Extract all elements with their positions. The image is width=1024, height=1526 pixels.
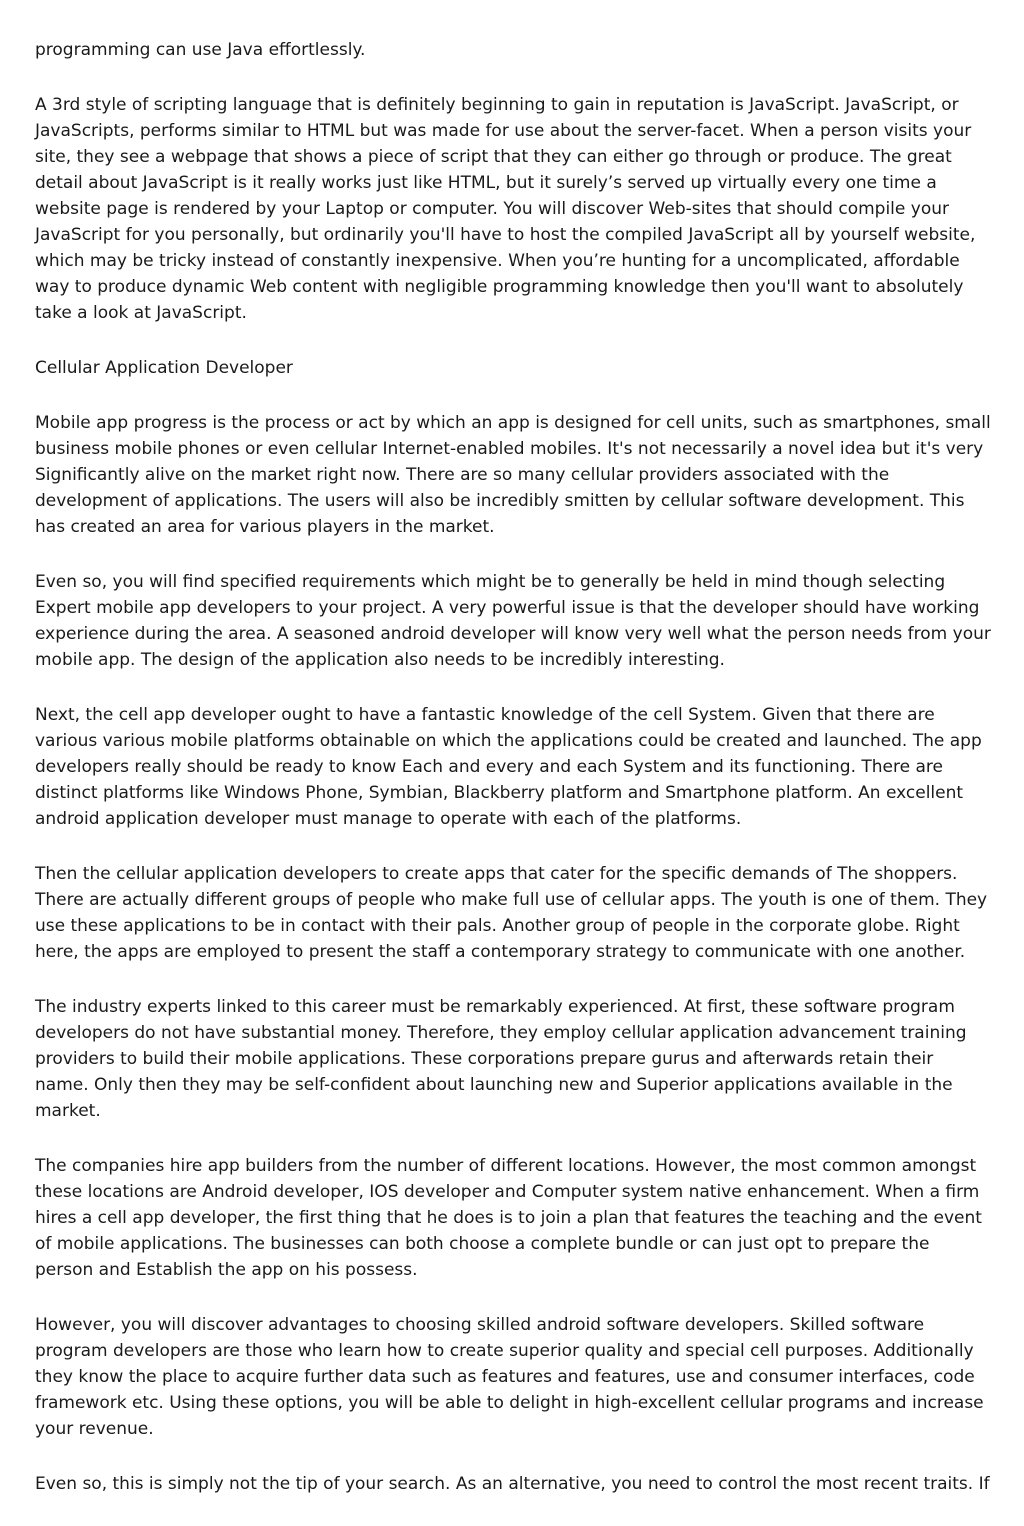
paragraph-companies-hire: The companies hire app builders from the number of different locations. However, the most common amongst these locations are Android developer, IOS developer and Computer system native enhancement. When a firm hires a cell app developer, the first thing that he does is to join a plan that features the teaching and the event of mobile applications. The businesses can both choose a complete bundle or can just opt to prepare the person and Establish the app on his possess. xyxy=(35,1156,982,1280)
paragraph-intro-fragment: programming can use Java effortlessly. xyxy=(35,40,366,60)
paragraph-skilled-developers: However, you will discover advantages to choosing skilled android software developers. Skilled software program developers are those who learn how to create superior quality and special cell purposes. Additionally they know the place to acquire further data such as features and features, use and consumer interfaces, code framework etc. Using these options, you will be able to delight in high-excellent cellular programs and increase your revenue. xyxy=(35,1315,984,1439)
paragraph-industry-experts: The industry experts linked to this career must be remarkably experienced. At first, these software program developers do not have substantial money. Therefore, they employ cellular application advancement training providers to build their mobile applications. These corporations prepare gurus and afterwards retain their name. Only then they may be self-confident about launching new and Superior applications available in the market. xyxy=(35,997,967,1121)
paragraph-javascript: A 3rd style of scripting language that is definitely beginning to gain in reputation is JavaScript. JavaScript, or JavaScripts, performs similar to HTML but was made for use about the server-facet. When a person visits your site, they see a webpage that shows a piece of script that they can either go through or produce. The great detail about JavaScript is it really works just like HTML, but it surely’s served up virtually every one time a website page is rendered by your Laptop or computer. You will discover Web-sites that should compile your JavaScript for you personally, but ordinarily you'll have to host the compiled JavaScript all by yourself website, which may be tricky instead of constantly inexpensive. When you’re hunting for a uncomplicated, affordable way to produce dynamic Web content with negligible programming knowledge then you'll want to absolutely take a look at JavaScript. xyxy=(35,95,976,323)
paragraph-closing-fragment: Even so, this is simply not the tip of your search. As an alternative, you need to control the most recent traits. If xyxy=(35,1474,990,1494)
section-heading: Cellular Application Developer xyxy=(35,358,293,378)
paragraph-mobile-app-progress: Mobile app progress is the process or act by which an app is designed for cell units, such as smartphones, small business mobile phones or even cellular Internet-enabled mobiles. It's not necessarily a novel idea but it's very Significantly alive on the market right now. There are so many cellular providers associated with the development of applications. The users will also be incredibly smitten by cellular software development. This has created an area for various players in the market. xyxy=(35,413,991,537)
paragraph-customer-demands: Then the cellular application developers to create apps that cater for the specific demands of The shoppers. There are actually different groups of people who make full use of cellular apps. The youth is one of them. They use these applications to be in contact with their pals. Another group of people in the corporate globe. Right here, the apps are employed to present the staff a contemporary strategy to communicate with one another. xyxy=(35,864,988,962)
paragraph-platform-knowledge: Next, the cell app developer ought to have a fantastic knowledge of the cell System. Given that there are various various mobile platforms obtainable on which the applications could be created and launched. The app developers really should be ready to know Each and every and each System and its functioning. There are distinct platforms like Windows Phone, Symbian, Blackberry platform and Smartphone platform. An excellent android application developer must manage to operate with each of the platforms. xyxy=(35,705,982,829)
paragraph-requirements: Even so, you will find specified requirements which might be to generally be held in mind though selecting Expert mobile app developers to your project. A very powerful issue is that the developer should have working experience during the area. A seasoned android developer will know very well what the person needs from your mobile app. The design of the application also needs to be incredibly interesting. xyxy=(35,572,991,670)
document-page xyxy=(35,37,991,1526)
